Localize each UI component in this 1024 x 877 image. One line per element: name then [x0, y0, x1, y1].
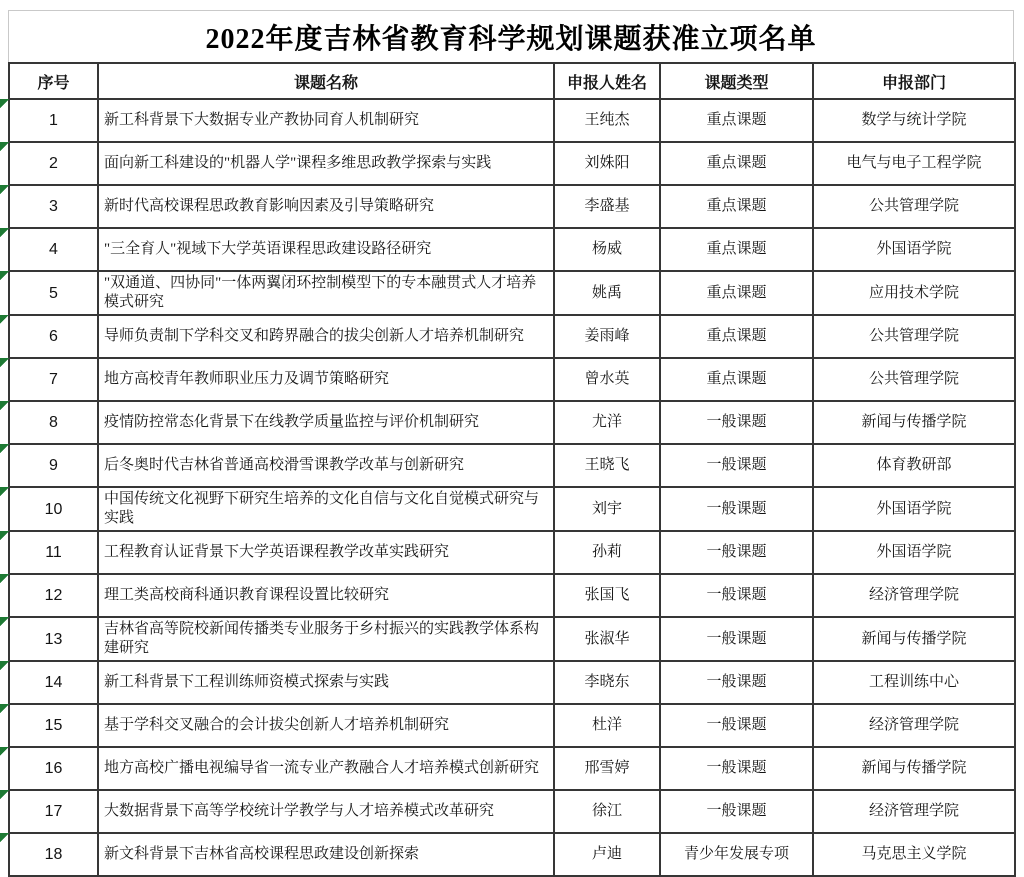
row-department-cell: 外国语学院	[813, 487, 1015, 531]
header-department: 申报部门	[813, 63, 1015, 99]
row-applicant-cell: 刘姝阳	[554, 142, 660, 185]
row-index-value: 1	[49, 112, 58, 129]
table-row	[9, 358, 1015, 401]
error-indicator-icon	[0, 833, 9, 842]
table-row	[9, 747, 1015, 790]
table-row	[9, 271, 1015, 315]
row-applicant-cell: 李晓东	[554, 661, 660, 704]
error-indicator-icon	[0, 271, 9, 280]
row-department-cell: 马克思主义学院	[813, 833, 1015, 876]
row-type-cell: 一般课题	[660, 617, 813, 661]
row-title-cell: 大数据背景下高等学校统计学教学与人才培养模式改革研究	[98, 790, 554, 833]
row-type-cell: 重点课题	[660, 271, 813, 315]
row-index-value: 12	[44, 587, 63, 604]
header-applicant: 申报人姓名	[554, 63, 660, 99]
row-index-cell	[9, 99, 98, 142]
row-applicant-cell: 杜洋	[554, 704, 660, 747]
row-type-cell: 一般课题	[660, 661, 813, 704]
error-indicator-icon	[0, 185, 9, 194]
row-title-cell: 导师负责制下学科交叉和跨界融合的拔尖创新人才培养机制研究	[98, 315, 554, 358]
row-index-cell	[9, 747, 98, 790]
row-department-cell: 体育教研部	[813, 444, 1015, 487]
row-type-cell: 重点课题	[660, 99, 813, 142]
row-index-cell	[9, 358, 98, 401]
header-type: 课题类型	[660, 63, 813, 99]
row-index-cell	[9, 661, 98, 704]
row-department-cell: 公共管理学院	[813, 315, 1015, 358]
row-department-cell: 工程训练中心	[813, 661, 1015, 704]
error-indicator-icon	[0, 487, 9, 496]
row-applicant-cell: 王纯杰	[554, 99, 660, 142]
row-applicant-cell: 张淑华	[554, 617, 660, 661]
header-title: 课题名称	[98, 63, 554, 99]
error-indicator-icon	[0, 574, 9, 583]
row-index-value: 16	[44, 760, 63, 777]
table-row	[9, 444, 1015, 487]
row-index-cell	[9, 228, 98, 271]
table-body	[9, 99, 1015, 876]
row-department-cell: 公共管理学院	[813, 185, 1015, 228]
row-index-cell	[9, 790, 98, 833]
row-index-cell	[9, 185, 98, 228]
page-title: 2022年度吉林省教育科学规划课题获准立项名单	[8, 10, 1014, 62]
table-row	[9, 661, 1015, 704]
error-indicator-icon	[0, 444, 9, 453]
row-index-value: 7	[49, 371, 58, 388]
row-index-cell	[9, 142, 98, 185]
row-department-cell: 经济管理学院	[813, 790, 1015, 833]
row-title-cell: 地方高校青年教师职业压力及调节策略研究	[98, 358, 554, 401]
error-indicator-icon	[0, 704, 9, 713]
table-row	[9, 617, 1015, 661]
table-row	[9, 142, 1015, 185]
row-type-cell: 重点课题	[660, 315, 813, 358]
row-type-cell: 一般课题	[660, 531, 813, 574]
row-index-value: 10	[44, 500, 63, 518]
row-type-cell: 重点课题	[660, 358, 813, 401]
row-department-cell: 经济管理学院	[813, 704, 1015, 747]
row-type-cell: 一般课题	[660, 704, 813, 747]
row-index-value: 18	[44, 846, 63, 863]
row-index-cell	[9, 704, 98, 747]
row-title-cell: 新工科背景下大数据专业产教协同育人机制研究	[98, 99, 554, 142]
row-department-cell: 经济管理学院	[813, 574, 1015, 617]
row-index-cell	[9, 574, 98, 617]
row-type-cell: 重点课题	[660, 228, 813, 271]
row-department-cell: 新闻与传播学院	[813, 617, 1015, 661]
row-applicant-cell: 徐江	[554, 790, 660, 833]
table-row	[9, 228, 1015, 271]
row-applicant-cell: 王晓飞	[554, 444, 660, 487]
table-header-row	[9, 63, 1015, 99]
row-index-value: 17	[44, 803, 63, 820]
row-index-value: 3	[49, 198, 58, 215]
error-indicator-icon	[0, 358, 9, 367]
row-type-cell: 重点课题	[660, 185, 813, 228]
row-index-value: 15	[44, 717, 63, 734]
row-index-value: 2	[49, 155, 58, 172]
header-index: 序号	[9, 63, 98, 99]
row-applicant-cell: 杨威	[554, 228, 660, 271]
row-applicant-cell: 卢迪	[554, 833, 660, 876]
row-index-value: 4	[49, 241, 58, 258]
table-row	[9, 704, 1015, 747]
table-row	[9, 487, 1015, 531]
error-indicator-icon	[0, 790, 9, 799]
row-index-cell	[9, 531, 98, 574]
row-title-cell: 面向新工科建设的"机器人学"课程多维思政教学探索与实践	[98, 142, 554, 185]
row-type-cell: 重点课题	[660, 142, 813, 185]
row-title-cell: 新文科背景下吉林省高校课程思政建设创新探索	[98, 833, 554, 876]
row-index-value: 8	[49, 414, 58, 431]
row-department-cell: 数学与统计学院	[813, 99, 1015, 142]
row-title-cell: 中国传统文化视野下研究生培养的文化自信与文化自觉模式研究与实践	[98, 487, 554, 531]
row-department-cell: 外国语学院	[813, 531, 1015, 574]
row-applicant-cell: 孙莉	[554, 531, 660, 574]
row-index-value: 11	[45, 544, 62, 561]
error-indicator-icon	[0, 531, 9, 540]
error-indicator-icon	[0, 99, 9, 108]
row-title-cell: 新工科背景下工程训练师资模式探索与实践	[98, 661, 554, 704]
row-title-cell: "双通道、四协同"一体两翼闭环控制模型下的专本融贯式人才培养模式研究	[98, 271, 554, 315]
table-row	[9, 315, 1015, 358]
row-department-cell: 外国语学院	[813, 228, 1015, 271]
row-applicant-cell: 刘宇	[554, 487, 660, 531]
row-index-cell	[9, 617, 98, 661]
row-applicant-cell: 姚禹	[554, 271, 660, 315]
table-row	[9, 99, 1015, 142]
row-type-cell: 一般课题	[660, 790, 813, 833]
row-type-cell: 一般课题	[660, 487, 813, 531]
row-index-cell	[9, 271, 98, 315]
row-title-cell: 疫情防控常态化背景下在线教学质量监控与评价机制研究	[98, 401, 554, 444]
row-title-cell: 后冬奥时代吉林省普通高校滑雪课教学改革与创新研究	[98, 444, 554, 487]
row-type-cell: 一般课题	[660, 574, 813, 617]
error-indicator-icon	[0, 315, 9, 324]
table-row	[9, 790, 1015, 833]
row-title-cell: 地方高校广播电视编导省一流专业产教融合人才培养模式创新研究	[98, 747, 554, 790]
row-title-cell: 基于学科交叉融合的会计拔尖创新人才培养机制研究	[98, 704, 554, 747]
error-indicator-icon	[0, 142, 9, 151]
row-type-cell: 一般课题	[660, 401, 813, 444]
row-title-cell: 工程教育认证背景下大学英语课程教学改革实践研究	[98, 531, 554, 574]
row-department-cell: 应用技术学院	[813, 271, 1015, 315]
row-applicant-cell: 李盛基	[554, 185, 660, 228]
row-title-cell: 新时代高校课程思政教育影响因素及引导策略研究	[98, 185, 554, 228]
row-title-cell: 理工类高校商科通识教育课程设置比较研究	[98, 574, 554, 617]
row-applicant-cell: 姜雨峰	[554, 315, 660, 358]
row-applicant-cell: 尤洋	[554, 401, 660, 444]
row-index-value: 13	[44, 630, 63, 648]
row-applicant-cell: 张国飞	[554, 574, 660, 617]
error-indicator-icon	[0, 401, 9, 410]
row-index-cell	[9, 487, 98, 531]
row-index-value: 5	[49, 284, 58, 302]
error-indicator-icon	[0, 617, 9, 626]
row-index-value: 14	[44, 674, 63, 691]
row-index-cell	[9, 444, 98, 487]
table-row	[9, 401, 1015, 444]
row-title-cell: "三全育人"视域下大学英语课程思政建设路径研究	[98, 228, 554, 271]
row-department-cell: 公共管理学院	[813, 358, 1015, 401]
table-row	[9, 574, 1015, 617]
projects-table	[8, 62, 1016, 877]
row-applicant-cell: 曾水英	[554, 358, 660, 401]
row-index-value: 6	[49, 328, 58, 345]
row-type-cell: 青少年发展专项	[660, 833, 813, 876]
row-index-cell	[9, 401, 98, 444]
row-title-cell: 吉林省高等院校新闻传播类专业服务于乡村振兴的实践教学体系构建研究	[98, 617, 554, 661]
row-type-cell: 一般课题	[660, 747, 813, 790]
error-indicator-icon	[0, 661, 9, 670]
table-row	[9, 531, 1015, 574]
row-department-cell: 电气与电子工程学院	[813, 142, 1015, 185]
error-indicator-icon	[0, 747, 9, 756]
row-index-value: 9	[49, 457, 58, 474]
table-row	[9, 833, 1015, 876]
row-department-cell: 新闻与传播学院	[813, 747, 1015, 790]
row-department-cell: 新闻与传播学院	[813, 401, 1015, 444]
row-index-cell	[9, 315, 98, 358]
error-indicator-icon	[0, 228, 9, 237]
row-type-cell: 一般课题	[660, 444, 813, 487]
table-row	[9, 185, 1015, 228]
row-applicant-cell: 邢雪婷	[554, 747, 660, 790]
row-index-cell	[9, 833, 98, 876]
